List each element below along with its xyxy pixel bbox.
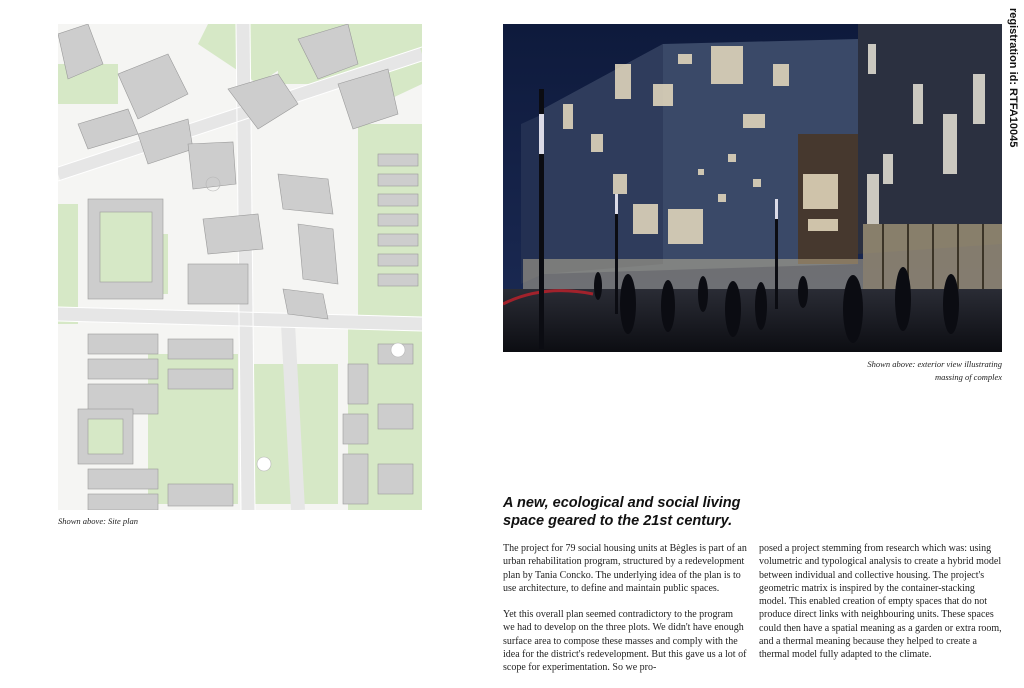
article-column-1 bbox=[503, 542, 747, 688]
exterior-render-caption bbox=[802, 358, 1002, 384]
paragraph-1: The project for 79 social housing units at Bègles is part of an urban rehabilitation program, structured by a redevelopment plan by Tania Concko. The underlying idea of the plan is to use architecture, to define and maintain public spaces. bbox=[503, 543, 747, 594]
article-headline bbox=[503, 494, 803, 530]
caption-line-1: Shown above: exterior view illustrating bbox=[867, 359, 1002, 369]
headline-line-1: A new, ecological and social living bbox=[503, 495, 741, 511]
paragraph-2: Yet this overall plan seemed contradictory to the program we had to develop on the three plots. We didn't have enough surface area to compose these masses and comply with the idea for the district's redevelopment. But this gave us a lot of scope for experimentation. So we pro- bbox=[503, 609, 747, 674]
site-plan-caption: Shown above: Site plan bbox=[58, 516, 139, 526]
exterior-render-image bbox=[503, 24, 1002, 352]
article-column-2 bbox=[759, 542, 1003, 675]
paragraph-3: posed a project stemming from research which was: using volumetric and typological analysis to create a hybrid model between individual and collective housing. The project's geometric matrix is inspired by the container-stacking model. This enabled creation of empty spaces that do not produce direct links with neighbouring units. These spaces could then have a spatial meaning as a garden or extra room, and a thermal meaning because they helped to create a thermal model fully adapted to the climate. bbox=[759, 543, 1002, 661]
registration-id: registration id: RTFA10045 bbox=[1007, 8, 1019, 148]
headline-line-2: space geared to the 21st century. bbox=[503, 513, 733, 529]
caption-line-2: massing of complex bbox=[934, 372, 1002, 382]
site-plan-image bbox=[58, 24, 422, 510]
